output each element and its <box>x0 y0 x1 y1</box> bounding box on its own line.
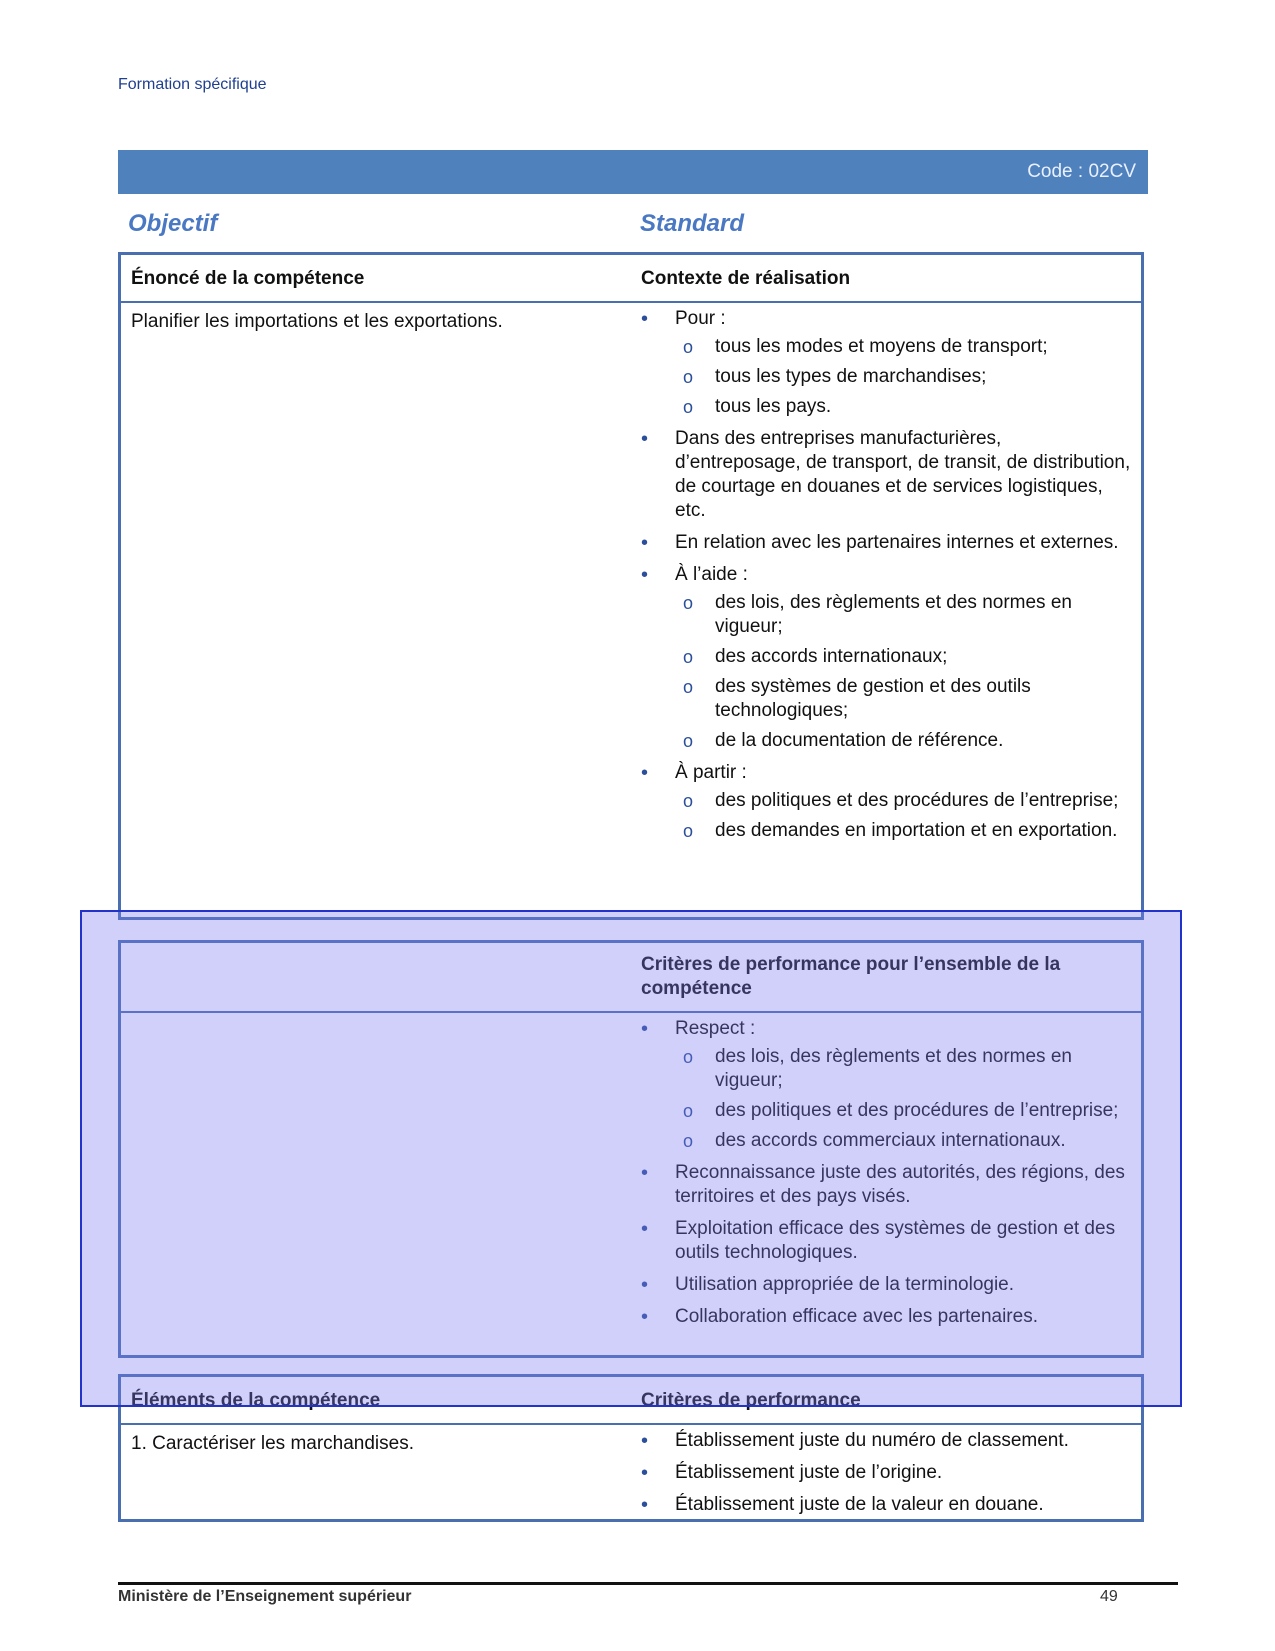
sub-list-item: o des politiques et des procédures de l’entreprise; <box>675 1099 1131 1123</box>
list-item <box>641 1493 1131 1517</box>
list-item-text: Collaboration efficace avec les partenaires. <box>675 1306 1038 1327</box>
standard-heading: Standard <box>640 210 745 237</box>
sub-list <box>675 335 1131 419</box>
sub-list-item: o de la documentation de référence. <box>675 729 1131 753</box>
list-item-text: Établissement juste de l’origine. <box>675 1462 943 1483</box>
list-item <box>641 307 1131 419</box>
column-headings <box>118 208 1148 238</box>
highlight-overlay <box>80 910 1182 1407</box>
code-bar <box>118 150 1148 194</box>
element-item: 1. Caractériser les marchandises. <box>131 1433 414 1454</box>
sub-list-item: o tous les modes et moyens de transport; <box>675 335 1131 359</box>
sub-list-item: o des lois, des règlements et des normes en vigueur; <box>675 1045 1131 1093</box>
list-item <box>641 761 1131 843</box>
list-item-text: Établissement juste du numéro de classement. <box>675 1430 1069 1451</box>
list-item <box>641 563 1131 753</box>
competence-statement: Planifier les importations et les exportations. <box>131 311 503 332</box>
document-header-label: Formation spécifique <box>118 76 267 93</box>
list-item-text: Établissement juste de la valeur en douane. <box>675 1494 1044 1515</box>
contexte-heading: Contexte de réalisation <box>641 268 851 289</box>
element-criteria-wrapper <box>641 1429 1131 1525</box>
sub-list-item: o tous les types de marchandises; <box>675 365 1131 389</box>
list-item-text: Reconnaissance juste des autorités, des régions, des territoires et des pays visés. <box>675 1162 1125 1207</box>
sub-list <box>675 591 1131 753</box>
sub-list-item: o des politiques et des procédures de l’entreprise; <box>675 789 1131 813</box>
sub-list-item: o des accords commerciaux internationaux. <box>675 1129 1131 1153</box>
list-item <box>641 1461 1131 1485</box>
sub-list-item: o des systèmes de gestion et des outils technologiques; <box>675 675 1131 723</box>
objectif-heading: Objectif <box>128 210 218 237</box>
list-item-text: Exploitation efficace des systèmes de gestion et des outils technologiques. <box>675 1218 1116 1263</box>
page-number: 49 <box>1100 1588 1118 1605</box>
list-item <box>641 427 1131 523</box>
list-item <box>641 531 1131 555</box>
table-header <box>121 255 1141 303</box>
competence-context-table <box>118 252 1144 920</box>
criteria-heading: Critères de performance <box>641 1390 861 1411</box>
context-list-wrapper <box>641 307 1131 851</box>
elements-heading: Éléments de la compétence <box>131 1390 381 1411</box>
overall-criteria-heading: Critères de performance pour l’ensemble de la compétence <box>641 954 1061 999</box>
list-item-text: En relation avec les partenaires internes et externes. <box>675 532 1119 553</box>
list-item-text: Respect : <box>675 1018 756 1039</box>
footer-ministry: Ministère de l’Enseignement supérieur <box>118 1588 412 1605</box>
sub-list-item: o des lois, des règlements et des normes en vigueur; <box>675 591 1131 639</box>
list-item-text: Dans des entreprises manufacturières, d’entreposage, de transport, de transit, de distribution, de courtage en douanes et de services logistiques, etc. <box>675 428 1131 521</box>
sub-list-item: o des accords internationaux; <box>675 645 1131 669</box>
element-criteria-list <box>641 1429 1131 1517</box>
enonce-heading: Énoncé de la compétence <box>131 268 365 289</box>
code-label: Code : 02CV <box>1027 161 1136 182</box>
footer-rule <box>118 1582 1178 1585</box>
context-list <box>641 307 1131 843</box>
list-item-text: Utilisation appropriée de la terminologie. <box>675 1274 1015 1295</box>
list-item-text: À partir : <box>675 762 747 783</box>
list-item-text: À l’aide : <box>675 564 748 585</box>
list-item-text: Pour : <box>675 308 726 329</box>
list-item <box>641 1429 1131 1453</box>
sub-list <box>675 789 1131 843</box>
sub-list-item: o des demandes en importation et en exportation. <box>675 819 1131 843</box>
sub-list-item: o tous les pays. <box>675 395 1131 419</box>
